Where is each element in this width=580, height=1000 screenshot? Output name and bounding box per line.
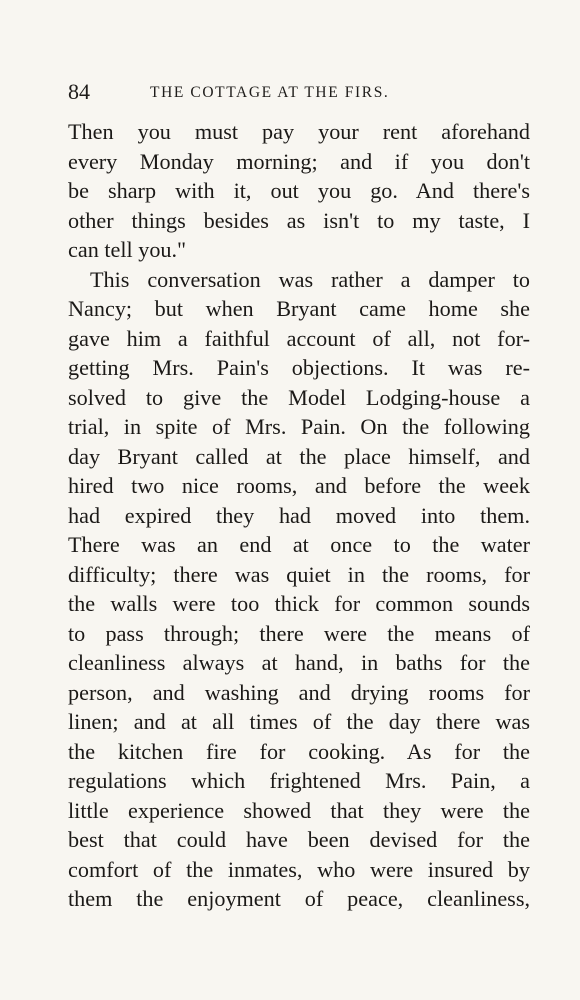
page-number: 84 <box>68 79 90 104</box>
text-line: other things besides as isn't to my taste, I <box>68 207 530 233</box>
text-line: linen; and at all times of the day there was <box>68 709 530 734</box>
text-line: be sharp with it, out you go. And there's <box>68 178 530 203</box>
text-line: difficulty; there was quiet in the rooms, for <box>68 561 530 587</box>
body-text <box>68 117 530 914</box>
text-line: little experience showed that they were the <box>68 797 530 823</box>
text-line: Then you must pay your rent aforehand <box>68 119 530 144</box>
running-head <box>68 80 530 104</box>
text-line: day Bryant called at the place himself, and <box>68 443 530 469</box>
text-line: Nancy; but when Bryant came home she <box>68 296 530 321</box>
text-line: trial, in spite of Mrs. Pain. On the following <box>68 414 530 439</box>
text-line: gave him a faithful account of all, not for- <box>68 325 530 351</box>
text-line: solved to give the Model Lodging-house a <box>68 384 530 410</box>
text-line: the walls were too thick for common sounds <box>68 591 530 616</box>
text-line: This conversation was rather a damper to <box>90 266 530 292</box>
text-line: the kitchen fire for cooking. As for the <box>68 738 530 764</box>
text-line: every Monday morning; and if you don't <box>68 148 530 174</box>
text-line: hired two nice rooms, and before the week <box>68 473 530 498</box>
text-line: can tell you." <box>68 237 187 262</box>
text-line: best that could have been devised for the <box>68 827 530 852</box>
text-line: cleanliness always at hand, in baths for the <box>68 650 530 675</box>
text-line: them the enjoyment of peace, cleanliness, <box>68 886 530 911</box>
text-line: comfort of the inmates, who were insured by <box>68 856 530 882</box>
text-line: person, and washing and drying rooms for <box>68 679 530 705</box>
text-line: regulations which frightened Mrs. Pain, a <box>68 768 530 793</box>
running-title: THE COTTAGE AT THE FIRS. <box>150 84 390 101</box>
text-line: There was an end at once to the water <box>68 532 530 557</box>
text-line: had expired they had moved into them. <box>68 502 530 528</box>
text-line: to pass through; there were the means of <box>68 620 530 646</box>
text-line: getting Mrs. Pain's objections. It was re- <box>68 355 530 380</box>
